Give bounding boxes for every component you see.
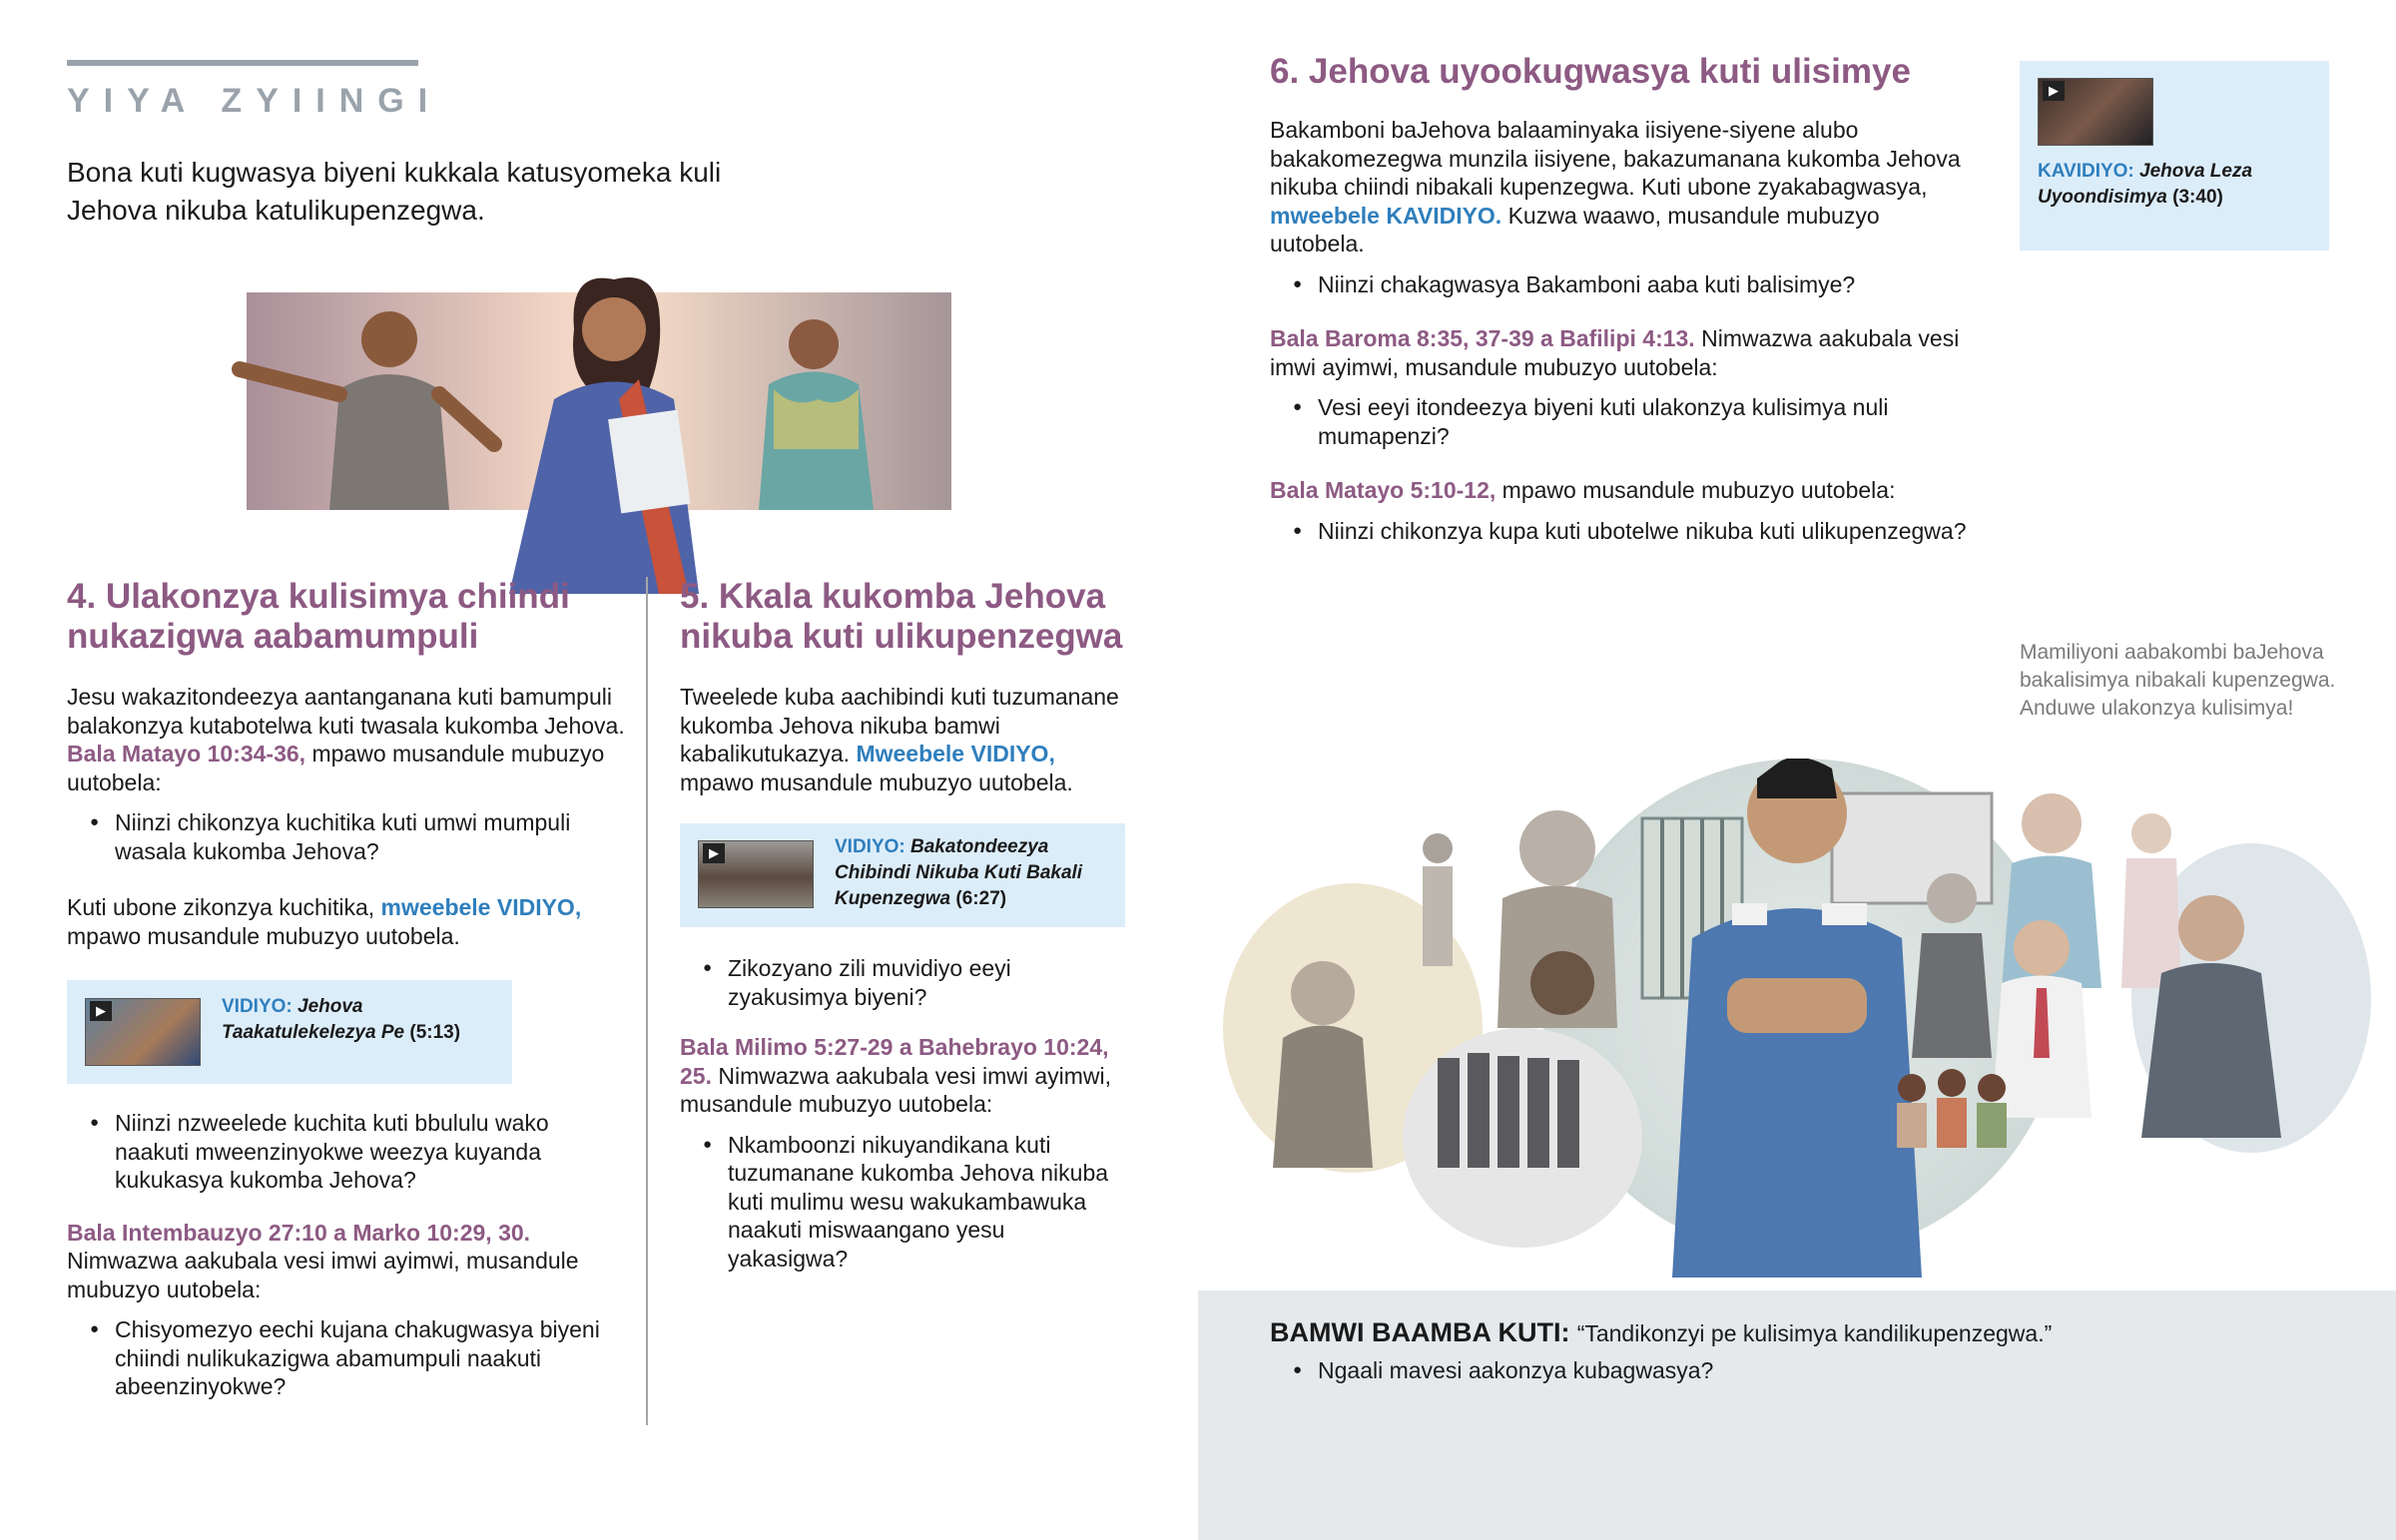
text: Jesu wakazitondeezya aantanganana kuti bamumpuli balakonzya kutabotelwa kuti twasala kukomba Jehova. <box>67 684 625 739</box>
video-label: VIDIYO: <box>835 836 905 857</box>
section-4-paragraph-1 <box>67 683 626 796</box>
text: mpawo musandule mubuzyo uutobela: <box>1501 477 1896 503</box>
video-title: Jehova Leza Uyoondisimya <box>2038 161 2253 208</box>
section-4 <box>67 577 626 1399</box>
text: Nimwazwa aakubala vesi imwi ayimwi, musandule mubuzyo uutobela: <box>680 1062 1112 1117</box>
video-link[interactable]: mweebele KAVIDIYO. <box>1270 202 1502 229</box>
text: Kuzwa waawo, musandule mubuzyo uutobela. <box>1270 202 1880 257</box>
video-caption <box>222 994 491 1046</box>
section-4-heading: 4. Ulakonzya kulisimya chiindi nukazigwa aabamumpuli <box>67 577 570 656</box>
video-label: VIDIYO: <box>222 996 293 1017</box>
question-bullet: ● Niinzi chikonzya kuchitika kuti umwi mumpuli wasala kukomba Jehova? <box>67 808 626 865</box>
section-4-paragraph-2 <box>67 893 626 950</box>
section-label: YIYA ZYIINGI <box>67 82 442 120</box>
play-icon[interactable]: ▶ <box>90 1001 112 1021</box>
video-thumbnail[interactable] <box>698 840 814 908</box>
video-duration: (5:13) <box>409 1022 461 1043</box>
text: mpawo musandule mubuzyo uutobela. <box>67 922 460 949</box>
section-6 <box>1270 52 1979 545</box>
text: Nimwazwa aakubala vesi imwi ayimwi, musandule mubuzyo uutobela: <box>1270 325 1960 380</box>
video-label: KAVIDIYO: <box>2038 161 2134 182</box>
section-6-heading: 6. Jehova uyookugwasya kuti ulisimye <box>1270 52 1911 91</box>
question-bullet: ● Ngaali mavesi aakonzya kubagwasya? <box>1270 1356 2268 1385</box>
video-link[interactable]: mweebele VIDIYO, <box>380 894 582 920</box>
scripture-reference[interactable]: Bala Intembauzyo 27:10 a Marko 10:29, 30. <box>67 1219 531 1246</box>
video-thumbnail[interactable] <box>85 998 201 1066</box>
text: mpawo musandule mubuzyo uutobela. <box>680 769 1073 795</box>
video-title: Jehova Taakatulekelezya Pe <box>222 996 405 1043</box>
question-bullet: ● Chisyomezyo eechi kujana chakugwasya biyeni chiindi nulikukazigwa abamumpuli naakuti abeenzinyokwe? <box>67 1315 626 1401</box>
play-icon[interactable]: ▶ <box>703 843 725 863</box>
some-say-line <box>1270 1315 2268 1350</box>
section-5 <box>680 577 1129 1272</box>
section-6-paragraph-3 <box>1270 476 1979 505</box>
video-card[interactable] <box>2020 61 2329 251</box>
header-rule <box>67 60 418 66</box>
question-bullet: ● Zikozyano zili muvidiyo eeyi zyakusimya biyeni? <box>680 954 1129 1011</box>
section-6-paragraph-1 <box>1270 116 1979 258</box>
scripture-reference[interactable]: Bala Matayo 5:10-12, <box>1270 477 1497 503</box>
question-bullet: ● Nkamboonzi nikuyandikana kuti tuzumanane kukomba Jehova nikuba kuti mulimu wesu wakukambawuka naakuti miswaangano yesu yakasigwa? <box>680 1131 1129 1274</box>
question-bullet: ● Niinzi chakagwasya Bakamboni aaba kuti balisimye? <box>1270 270 1979 299</box>
text: mpawo musandule mubuzyo uutobela: <box>67 741 605 795</box>
some-say-label: BAMWI BAAMBA KUTI: <box>1270 1317 1570 1347</box>
faithful-witnesses-illustration <box>1223 759 2371 1278</box>
video-duration: (6:27) <box>955 888 1007 909</box>
video-caption <box>2038 159 2317 211</box>
section-5-paragraph-1 <box>680 683 1129 796</box>
video-card[interactable] <box>67 980 512 1084</box>
video-caption <box>835 834 1104 912</box>
video-title: Bakatondeezya Chibindi Nikuba Kuti Bakali Kupenzegwa <box>835 836 1083 909</box>
question-bullet: ● Niinzi nzweelede kuchita kuti bbululu wako naakuti mweenzinyokwe weezya kuyanda kukukasya kukomba Jehova? <box>67 1109 626 1195</box>
section-6-paragraph-2 <box>1270 324 1979 381</box>
column-divider <box>646 577 648 1425</box>
text: Nimwazwa aakubala vesi imwi ayimwi, musandule mubuzyo uutobela: <box>67 1248 579 1302</box>
text: Bakamboni baJehova balaaminyaka iisiyene-siyene alubo bakakomezegwa munzila iisiyene, bakazumanana kukomba Jehova nikuba chiindi nibakali kupenzegwa. Kuti ubone zyakabagwasya, <box>1270 117 1961 200</box>
video-link[interactable]: Mweebele VIDIYO, <box>856 741 1055 767</box>
video-duration: (3:40) <box>2172 187 2223 208</box>
text: Kuti ubone zikonzya kuchitika, <box>67 894 375 920</box>
section-4-paragraph-3 <box>67 1219 626 1304</box>
some-say-quote: “Tandikonzyi pe kulisimya kandilikupenzegwa.” <box>1576 1320 2053 1346</box>
question-bullet: ● Vesi eeyi itondeezya biyeni kuti ulakonzya kulisimya nuli mumapenzi? <box>1270 393 1979 450</box>
text: Tweelede kuba aachibindi kuti tuzumanane kukomba Jehova nikuba bamwi kabalikutukazya. <box>680 684 1119 767</box>
intro-text: Bona kuti kugwasya biyeni kukkala katusyomeka kuli Jehova nikuba katulikupenzegwa. <box>67 157 722 226</box>
video-card[interactable] <box>680 823 1125 927</box>
illustration-caption: Mamiliyoni aabakombi baJehova bakalisimya nibakali kupenzegwa. Anduwe ulakonzya kulisimya! <box>2020 641 2336 720</box>
question-bullet: ● Niinzi chikonzya kupa kuti ubotelwe nikuba kuti ulikupenzegwa? <box>1270 517 1979 546</box>
scripture-reference[interactable]: Bala Milimo 5:27-29 a Bahebrayo 10:24, 25. <box>680 1034 1109 1089</box>
some-say-block <box>1270 1315 2268 1385</box>
section-5-heading: 5. Kkala kukomba Jehova nikuba kuti ulikupenzegwa <box>680 577 1123 656</box>
video-thumbnail[interactable] <box>2038 78 2153 146</box>
section-5-paragraph-2 <box>680 1033 1129 1119</box>
scripture-reference[interactable]: Bala Matayo 10:34-36, <box>67 741 306 767</box>
play-icon[interactable]: ▶ <box>2043 81 2065 101</box>
scripture-reference[interactable]: Bala Baroma 8:35, 37-39 a Bafilipi 4:13. <box>1270 325 1695 351</box>
family-opposition-illustration <box>220 250 978 594</box>
